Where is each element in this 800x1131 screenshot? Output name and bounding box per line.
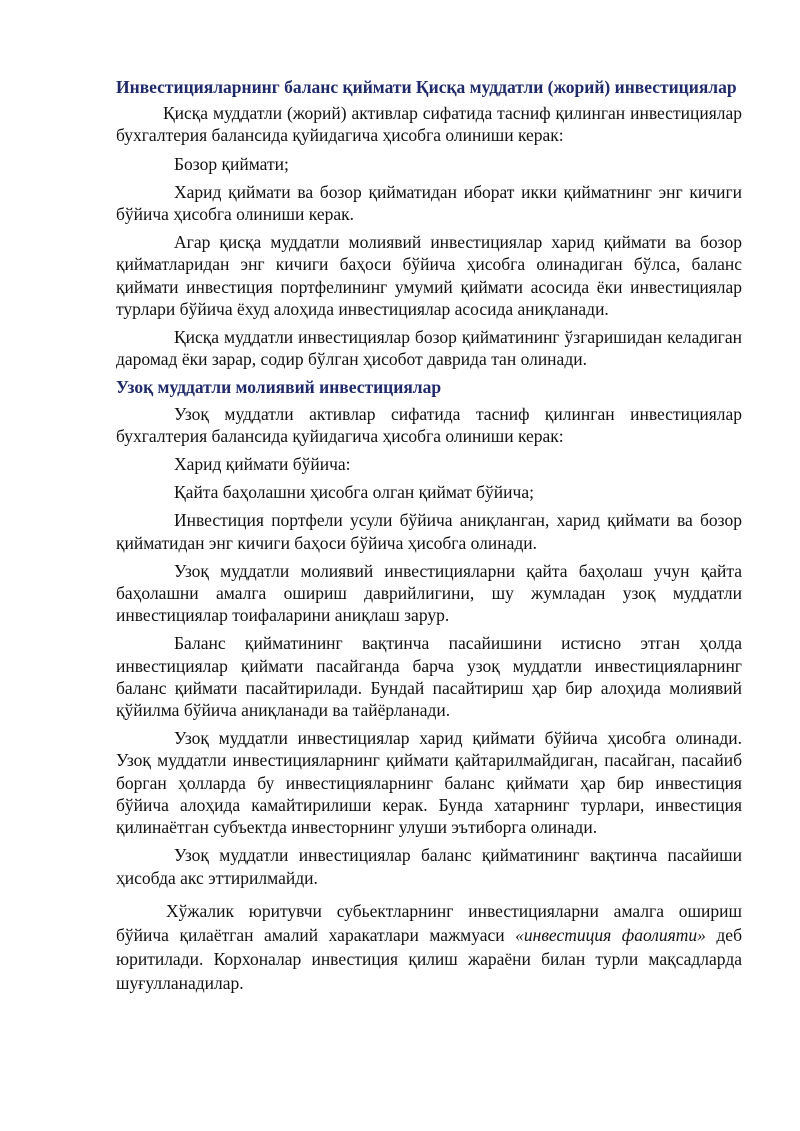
paragraph-text-after: деб юритилади. Корхоналар инвестиция қилиш жараёни билан турли мақсадларда шуғулланадилар. [116,924,742,993]
paragraph-text-before: Хўжалик юритувчи субьектларнинг инвестицияларни амалга ошириш бўйича қилаётган амалий харакатлари мажмуаси [116,900,742,945]
paragraph-balance-decrease: Баланс қийматининг вақтинча пасайишини истисно этган ҳолда инвестициялар қиймати пасайганда барча узоқ муддатли инвестицияларнинг баланс қиймати пасайтирилади. Бундай пасайтириш ҳар бир алоҳида молиявий қўйилма бўйича аниқланади ва тайёрланади. [116,633,742,721]
section-heading-short-term: Инвестицияларнинг баланс қиймати Қисқа муддатли (жорий) инвестициялар [116,77,737,97]
paragraph-purchase-accounting: Узоқ муддатли инвестициялар харид қиймати бўйича ҳисобга олинади. Узоқ муддатли инвестицияларнинг қиймати қайтарилмайдиган, пасайган, пасайиб борган ҳолларда бу инвестицияларнинг баланс қиймати ҳар бир инвестиция бўйича алоҳида камайтирилиши керак. Бунда хатарнинг турлари, инвестиция қилинаётган субъектда инвесторнинг улуши эътиборга олинади. [116,728,742,838]
paragraph-temporary-decrease: Узоқ муддатли инвестициялар баланс қийматининг вақтинча пасайиши ҳисобда акс эттирилмайди. [116,845,742,888]
investment-activity-term: «инвестиция фаолияти» [515,924,706,945]
paragraph-revaluation: Қайта баҳолашни ҳисобга олган қиймат бўйича; [174,482,534,503]
paragraph-revaluation-frequency: Узоқ муддатли молиявий инвестицияларни қайта баҳолаш учун қайта баҳолашни амалга ошириш даврийлигини, шу жумладан узоқ муддатли инвестициялар тоифаларини аниқлаш зарур. [116,560,742,626]
paragraph-investment-activity [116,899,742,995]
document-page [116,76,742,1001]
paragraph-long-intro: Узоқ муддатли активлар сифатида тасниф қилинган инвестициялар бухгалтерия балансида қуйидагича ҳисобга олиниши керак: [116,403,742,446]
paragraph-income-loss: Қисқа муддатли инвестициялар бозор қийматининг ўзгаришидан келадиган даромад ёки зарар, содир бўлган ҳисобот даврида тан олинади. [116,327,742,370]
paragraph-market-value: Бозор қиймати; [174,153,289,174]
paragraph-portfolio-method: Инвестиция портфели усули бўйича аниқланган, харид қиймати ва бозор қийматидан энг кичиги баҳоси бўйича ҳисобга олинади. [116,510,742,553]
paragraph-portfolio-value: Агар қисқа муддатли молиявий инвестициялар харид қиймати ва бозор қийматларидан энг кичиги баҳоси бўйича ҳисобга олинадиган бўлса, баланс қиймати инвестиция портфелининг умумий қиймати асосида ёки инвестициялар турлари бўйича ёхуд алоҳида инвестициялар асосида аниқланади. [116,232,742,319]
paragraph-lower-value: Харид қиймати ва бозор қийматидан иборат икки қийматнинг энг кичиги бўйича ҳисобга олиниши керак. [116,181,742,225]
section-heading-long-term: Узоқ муддатли молиявий инвестициялар [116,377,442,398]
paragraph-purchase-value: Харид қиймати бўйича: [174,454,351,475]
paragraph-short-intro: Қисқа муддатли (жорий) активлар сифатида тасниф қилинган инвестициялар бухгалтерия балансида қуйидагича ҳисобга олиниши керак: [116,103,742,146]
